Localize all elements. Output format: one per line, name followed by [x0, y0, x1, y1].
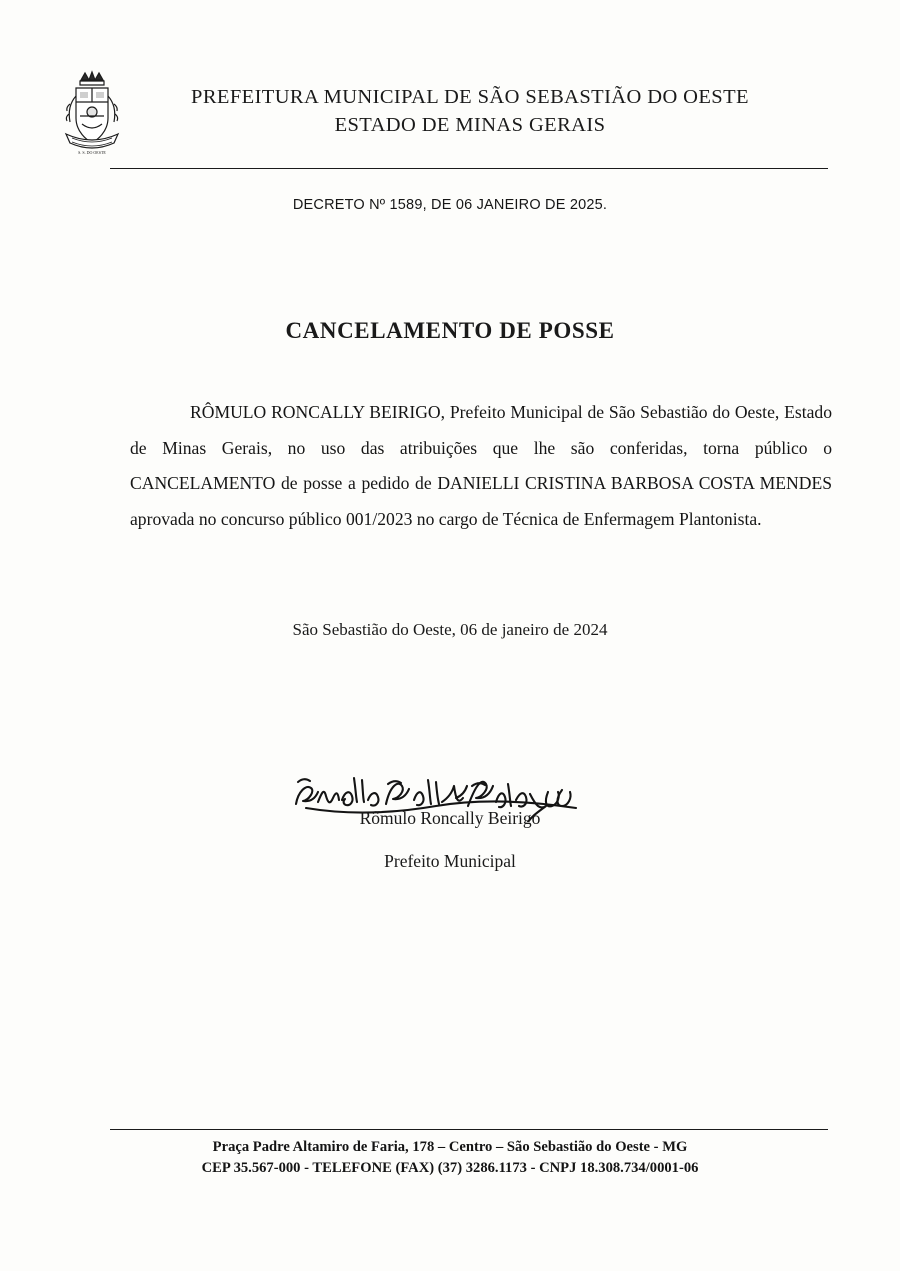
state-name: ESTADO DE MINAS GERAIS — [334, 113, 606, 136]
document-header — [48, 68, 852, 164]
decree-number-line: DECRETO Nº 1589, DE 06 JANEIRO DE 2025. — [292, 197, 608, 213]
coat-of-arms-icon — [56, 68, 128, 164]
header-titles — [128, 68, 852, 139]
document-footer — [0, 1137, 900, 1179]
svg-text:S. S. DO OESTE: S. S. DO OESTE — [78, 150, 106, 155]
signature-block — [0, 770, 900, 872]
footer-contact: CEP 35.567-000 - TELEFONE (FAX) (37) 3286.1173 - CNPJ 18.308.734/0001-06 — [201, 1159, 699, 1176]
signer-name: Rômulo Roncally Beirigo — [359, 808, 541, 828]
body-paragraph: RÔMULO RONCALLY BEIRIGO, Prefeito Municipal de São Sebastião do Oeste, Estado de Minas Gerais, no uso das atribuições que lhe são conferidas, torna público o CANCELAMENTO de posse a pedido de DANIELLI CRISTINA BARBOSA COSTA MENDES aprovada no concurso público 001/2023 no cargo de Técnica de Enfermagem Plantonista. — [130, 402, 832, 530]
signer-role: Prefeito Municipal — [384, 851, 516, 871]
header-divider — [110, 168, 828, 169]
footer-divider — [110, 1129, 828, 1130]
place-and-date: São Sebastião do Oeste, 06 de janeiro de 2024 — [292, 620, 608, 639]
footer-address: Praça Padre Altamiro de Faria, 178 – Centro – São Sebastião do Oeste - MG — [212, 1138, 688, 1155]
page-title: CANCELAMENTO DE POSSE — [285, 318, 615, 343]
organization-name: PREFEITURA MUNICIPAL DE SÃO SEBASTIÃO DO OESTE — [191, 86, 749, 108]
